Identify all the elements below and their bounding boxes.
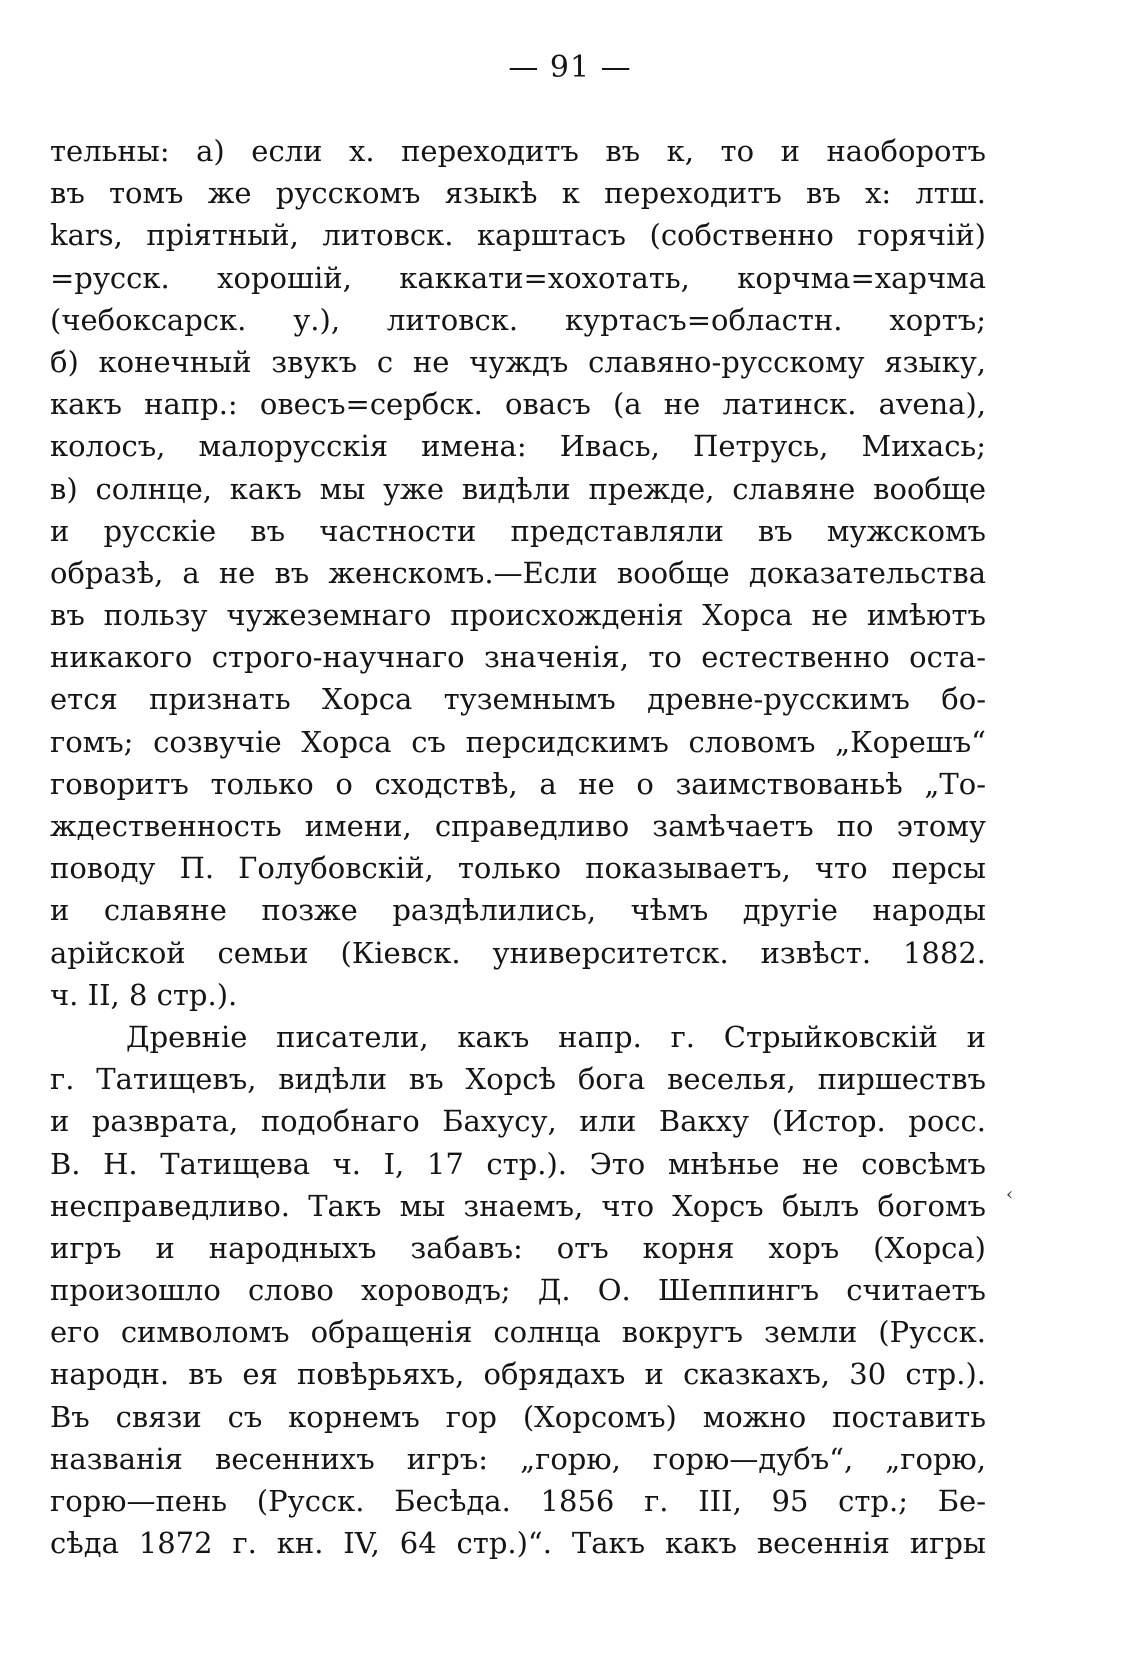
text-line: В. Н. Татищева ч. I, 17 стр.). Это мнѣнье не совсѣмъ xyxy=(50,1146,986,1181)
text-line: горю—пень (Русск. Бесѣда. 1856 г. III, 95 стр.; Бе- xyxy=(50,1484,986,1518)
text-line: произошло слово хороводъ; Д. О. Шеппингъ считаетъ xyxy=(50,1273,986,1308)
text-line: б) конечный звукъ с не чуждъ славяно-русскому языку, xyxy=(50,344,986,379)
text-line: названія весеннихъ игръ: „горю, горю—дубъ“, „горю, xyxy=(50,1441,986,1476)
text-line: гомъ; созвучіе Хорса съ персидскимъ словомъ „Корешъ“ xyxy=(50,724,986,759)
text-line: его символомъ обращенія солнца вокругъ земли (Русск. xyxy=(50,1315,986,1350)
text-line: в) солнце, какъ мы уже видѣли прежде, славяне вообще xyxy=(50,471,986,506)
text-line: какъ напр.: овесъ=сербск. овасъ (а не латинск. avena), xyxy=(50,387,986,422)
text-line: игръ и народныхъ забавъ: отъ корня хоръ (Хорса) xyxy=(50,1230,986,1265)
text-line: г. Татищевъ, видѣли въ Хорсѣ бога веселья, пиршествъ xyxy=(50,1062,986,1097)
text-line: говоритъ только о сходствѣ, а не о заимствованьѣ „То- xyxy=(50,766,986,801)
margin-mark: ‹ xyxy=(1006,1184,1014,1205)
text-line: колосъ, малорусскія имена: Ивась, Петрусь, Михась; xyxy=(50,429,986,464)
text-line: образѣ, а не въ женскомъ.—Если вообще доказательства xyxy=(50,555,986,590)
paragraph-2 xyxy=(50,1016,986,1564)
text-line: сѣда 1872 г. кн. IV, 64 стр.)“. Такъ какъ весеннія игры xyxy=(50,1526,986,1561)
text-line: и разврата, подобнаго Бахусу, или Вакху (Истор. росс. xyxy=(50,1104,986,1139)
paragraph-1 xyxy=(50,130,986,1016)
text-line: =русск. хорошій, каккати=хохотать, корчма=харчма xyxy=(50,260,986,295)
text-line: въ томъ же русскомъ языкѣ к переходитъ въ х: лтш. xyxy=(50,176,986,211)
text-line: и славяне позже раздѣлились, чѣмъ другіе народы xyxy=(50,893,986,928)
text-line: kars, пріятный, литовск. карштасъ (собственно горячій) xyxy=(50,218,986,253)
page-number: — 91 — xyxy=(508,50,632,85)
text-line: (чебоксарск. у.), литовск. куртасъ=областн. хортъ; xyxy=(50,302,986,337)
text-line: Въ связи съ корнемъ гор (Хорсомъ) можно поставить xyxy=(50,1399,986,1434)
text-line: поводу П. Голубовскій, только показываетъ, что персы xyxy=(50,851,986,886)
text-line: ждественность имени, справедливо замѣчаетъ по этому xyxy=(50,809,986,843)
text-line: ется признать Хорса туземнымъ древне-русскимъ бо- xyxy=(50,682,986,717)
text-line: и русскіе въ частности представляли въ мужскомъ xyxy=(50,513,986,548)
text-line: несправедливо. Такъ мы знаемъ, что Хорсъ былъ богомъ xyxy=(50,1188,986,1223)
text-line: никакого строго-научнаго значенія, то естественно оста- xyxy=(50,640,986,675)
text-line: тельны: а) если х. переходитъ въ к, то и наоборотъ xyxy=(50,134,986,168)
text-line: въ пользу чужеземнаго происхожденія Хорса не имѣютъ xyxy=(50,598,986,633)
text-line: Древніе писатели, какъ напр. г. Стрыйковскій и xyxy=(126,1019,986,1054)
text-line: ч. II, 8 стр.). xyxy=(50,977,238,1012)
text-line: арійской семьи (Кіевск. университетск. извѣст. 1882. xyxy=(50,935,986,970)
body-text xyxy=(50,130,986,1564)
text-line: народн. въ ея повѣрьяхъ, обрядахъ и сказкахъ, 30 стр.). xyxy=(50,1357,986,1392)
